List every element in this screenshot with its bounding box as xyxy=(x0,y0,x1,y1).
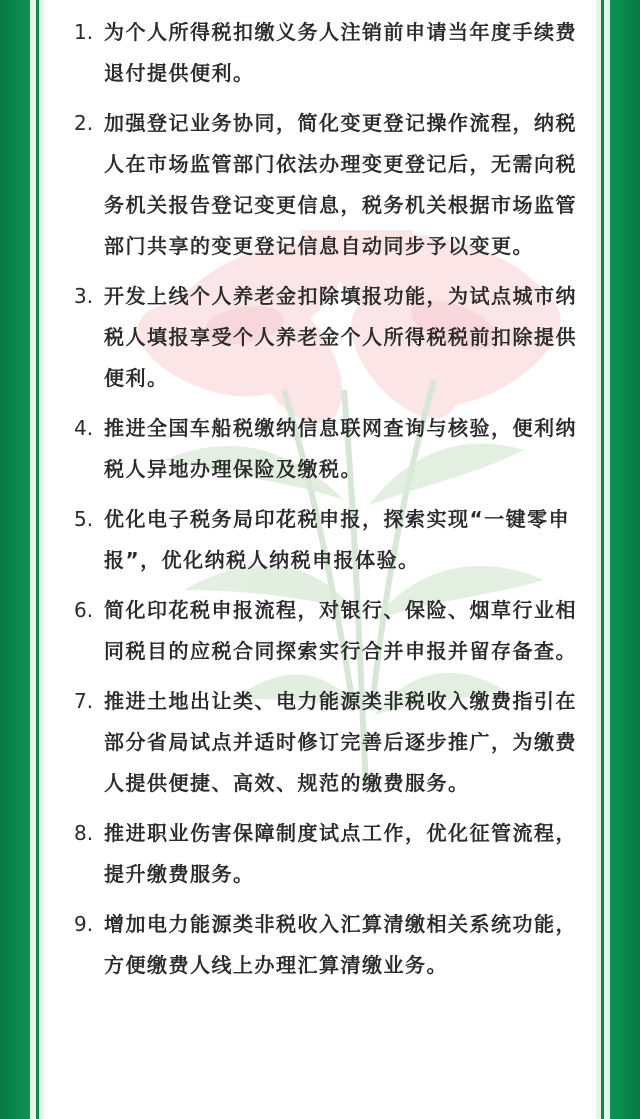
right-green-border xyxy=(610,0,640,1119)
list-item xyxy=(74,276,586,399)
item-text: 推进全国车船税缴纳信息联网查询与核验，便利纳税人异地办理保险及缴税。 xyxy=(104,416,577,481)
list-item xyxy=(74,590,586,672)
right-inner-rule xyxy=(601,0,604,1119)
list-item xyxy=(74,408,586,490)
left-inner-rule xyxy=(36,0,39,1119)
item-text: 增加电力能源类非税收入汇算清缴相关系统功能，方便缴费人线上办理汇算清缴业务。 xyxy=(104,912,577,977)
item-number: 8. xyxy=(74,821,94,845)
list-item xyxy=(74,904,586,986)
list-item xyxy=(74,12,586,94)
item-text: 加强登记业务协同，简化变更登记操作流程，纳税人在市场监管部门依法办理变更登记后，无需向税务机关报告登记变更信息，税务机关根据市场监管部门共享的变更登记信息自动同步予以变更。 xyxy=(104,111,577,258)
item-text: 推进土地出让类、电力能源类非税收入缴费指引在部分省局试点并适时修订完善后逐步推广，为缴费人提供便捷、高效、规范的缴费服务。 xyxy=(104,689,577,795)
list-item xyxy=(74,813,586,895)
list-item xyxy=(74,103,586,267)
item-number: 3. xyxy=(74,284,94,308)
item-number: 7. xyxy=(74,689,94,713)
item-text: 推进职业伤害保障制度试点工作，优化征管流程，提升缴费服务。 xyxy=(104,821,577,886)
tax-measures-list xyxy=(74,12,586,995)
item-number: 1. xyxy=(74,20,94,44)
list-item xyxy=(74,681,586,804)
item-number: 5. xyxy=(74,507,94,531)
item-number: 4. xyxy=(74,416,94,440)
item-text: 为个人所得税扣缴义务人注销前申请当年度手续费退付提供便利。 xyxy=(104,20,577,85)
item-text: 优化电子税务局印花税申报，探索实现“一键零申报”，优化纳税人纳税申报体验。 xyxy=(104,507,571,572)
item-number: 9. xyxy=(74,912,94,936)
item-number: 6. xyxy=(74,598,94,622)
item-text: 开发上线个人养老金扣除填报功能，为试点城市纳税人填报享受个人养老金个人所得税税前扣除提供便利。 xyxy=(104,284,577,390)
item-text: 简化印花税申报流程，对银行、保险、烟草行业相同税目的应税合同探索实行合并申报并留存备查。 xyxy=(104,598,577,663)
content-panel xyxy=(44,0,596,1119)
left-green-border xyxy=(0,0,30,1119)
list-item xyxy=(74,499,586,581)
item-number: 2. xyxy=(74,111,94,135)
